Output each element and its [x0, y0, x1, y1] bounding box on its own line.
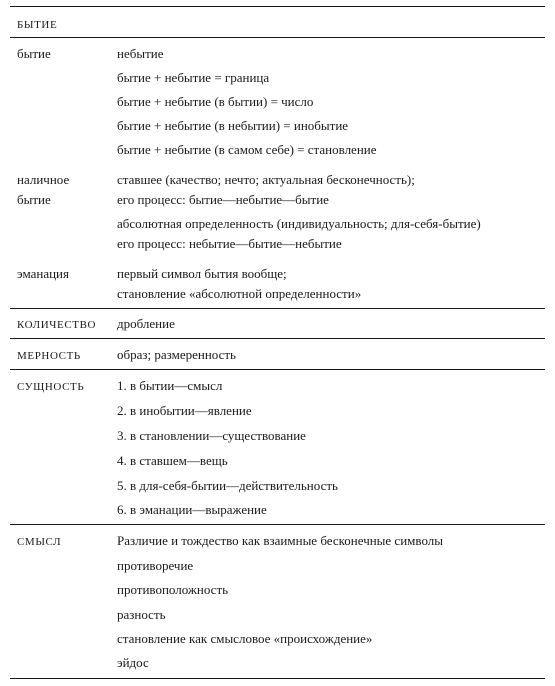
- row-text-nalichnoe-4: его процесс: небытие—бытие—небытие: [117, 236, 342, 251]
- divider-sushchnost: [10, 369, 545, 370]
- row-label-emanacia: эманация: [17, 266, 69, 281]
- row-label-smysl: СМЫСЛ: [17, 536, 62, 548]
- divider-mernost: [10, 338, 545, 339]
- row-text-smysl-2: противоречие: [117, 558, 194, 573]
- row-label-nalichnoe-2: бытие: [17, 192, 51, 207]
- row-label-sushchnost: СУЩНОСТЬ: [17, 381, 85, 393]
- row-text-bytie-5: бытие + небытие (в самом себе) = становление: [117, 142, 377, 157]
- row-label-nalichnoe-1: наличное: [17, 172, 70, 187]
- row-text-nalichnoe-1: ставшее (качество; нечто; актуальная бесконечность);: [117, 172, 415, 187]
- row-text-smysl-3: противоположность: [117, 582, 229, 597]
- top-rule: [10, 6, 545, 7]
- row-text-sushchnost-1: 1. в бытии—смысл: [117, 378, 223, 393]
- bottom-rule: [10, 678, 545, 679]
- row-text-bytie-3: бытие + небытие (в бытии) = число: [117, 94, 314, 109]
- row-text-sushchnost-3: 3. в становлении—существование: [117, 428, 306, 443]
- row-text-sushchnost-4: 4. в ставшем—вещь: [117, 453, 228, 468]
- row-label-mernost: МЕРНОСТЬ: [17, 350, 81, 362]
- row-text-sushchnost-5: 5. в для-себя-бытии—действительность: [117, 478, 338, 493]
- divider-smysl: [10, 524, 545, 525]
- row-text-sushchnost-2: 2. в инобытии—явление: [117, 403, 252, 418]
- row-text-nalichnoe-3: абсолютная определенность (индивидуальность; для-себя-бытие): [117, 216, 481, 231]
- divider-kolichestvo: [10, 308, 545, 309]
- row-text-smysl-6: эйдос: [117, 655, 149, 670]
- row-text-smysl-4: разность: [117, 607, 166, 622]
- row-label-bytie: бытие: [17, 46, 51, 61]
- row-text-kolichestvo-1: дробление: [117, 316, 175, 331]
- divider-header: [10, 37, 545, 38]
- row-text-nalichnoe-2: его процесс: бытие—небытие—бытие: [117, 192, 329, 207]
- row-text-smysl-5: становление как смысловое «происхождение»: [117, 631, 373, 646]
- row-text-emanacia-1: первый символ бытия вообще;: [117, 266, 287, 281]
- row-label-kolichestvo: КОЛИЧЕСТВО: [17, 319, 97, 331]
- row-text-sushchnost-6: 6. в эманации—выражение: [117, 502, 267, 517]
- row-text-emanacia-2: становление «абсолютной определенности»: [117, 286, 362, 301]
- row-text-smysl-1: Различие и тождество как взаимные бесконечные символы: [117, 533, 443, 548]
- table-header-title: БЫТИЕ: [17, 19, 58, 31]
- row-text-bytie-2: бытие + небытие = граница: [117, 70, 270, 85]
- row-text-bytie-4: бытие + небытие (в небытии) = инобытие: [117, 118, 349, 133]
- row-text-mernost-1: образ; размеренность: [117, 347, 236, 362]
- row-text-bytie-1: небытие: [117, 46, 164, 61]
